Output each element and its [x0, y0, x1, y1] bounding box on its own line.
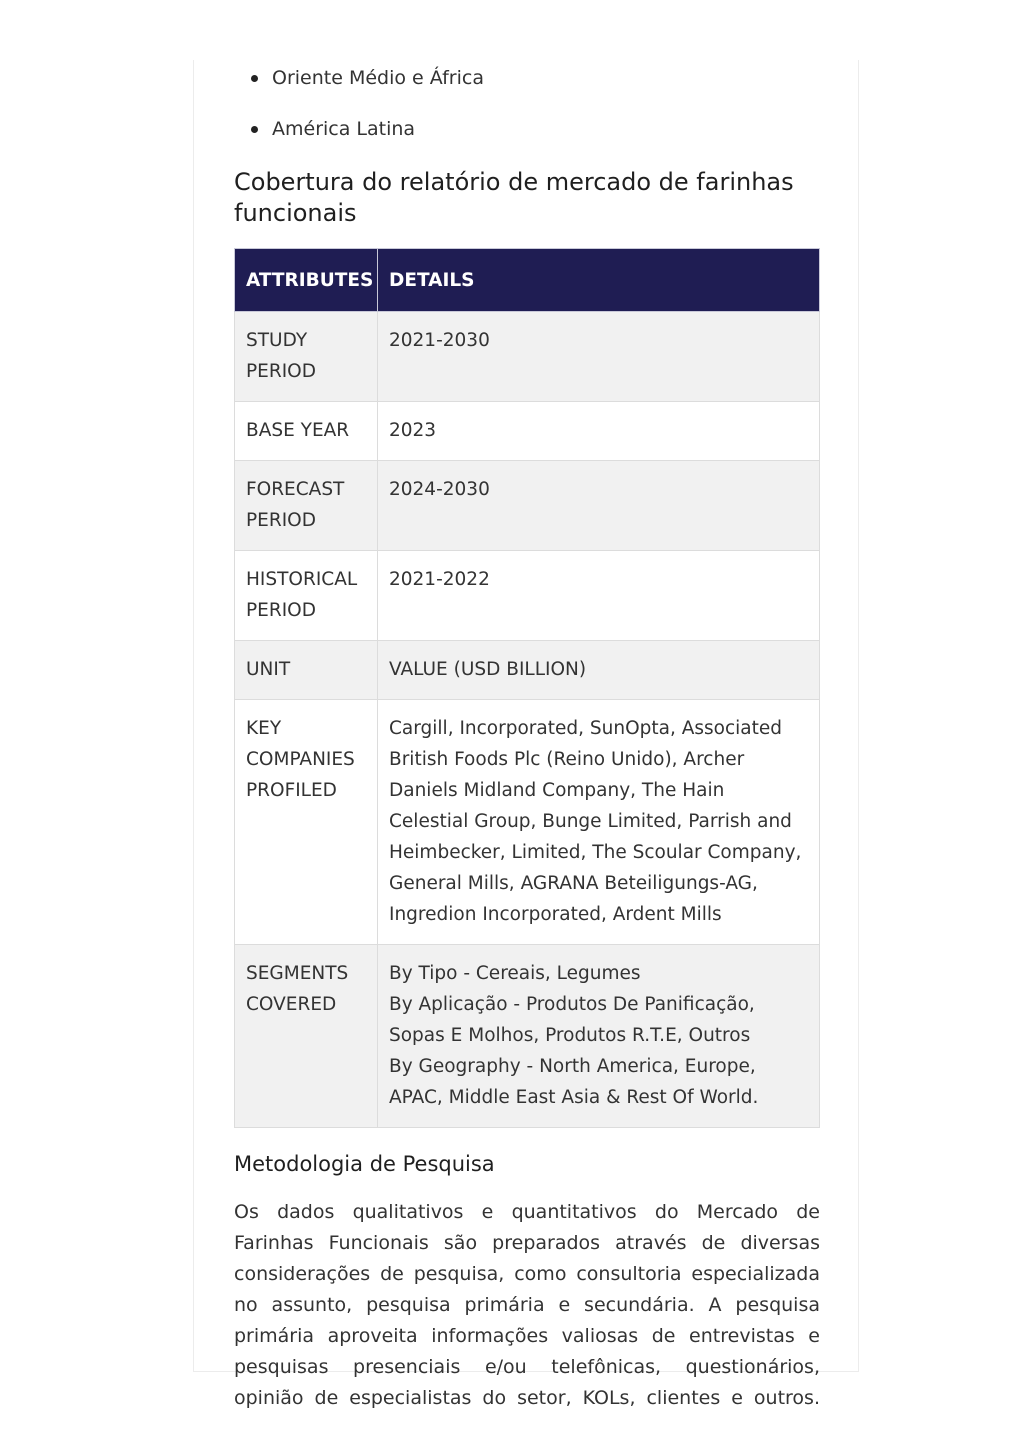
table-row [235, 700, 820, 945]
attribute-cell: SEGMENTS COVERED [235, 945, 378, 1128]
bullet-icon [251, 126, 258, 133]
section-title: Cobertura do relatório de mercado de farinhas funcionais [234, 168, 794, 227]
details-cell: VALUE (USD BILLION) [378, 641, 820, 700]
column-header-attributes: ATTRIBUTES [235, 249, 378, 312]
table-row [235, 641, 820, 700]
details-cell: 2021-2022 [378, 551, 820, 641]
table-row [235, 461, 820, 551]
attribute-cell: HISTORICAL PERIOD [235, 551, 378, 641]
details-cell: Cargill, Incorporated, SunOpta, Associated British Foods Plc (Reino Unido), Archer Daniels Midland Company, The Hain Celestial Group, Bunge Limited, Parrish and Heimbecker, Limited, The Scoular Company, General Mills, AGRANA Beteiligungs-AG, Ingredion Incorporated, Ardent Mills [378, 700, 820, 945]
segment-line: By Tipo - Cereais, Legumes [389, 963, 641, 984]
column-header-details: DETAILS [378, 249, 820, 312]
segment-line: By Aplicação - Produtos De Panificação, Sopas E Molhos, Produtos R.T.E, Outros [389, 994, 755, 1046]
region-list [234, 64, 820, 143]
attribute-cell: BASE YEAR [235, 402, 378, 461]
bullet-icon [251, 75, 258, 82]
document-content [234, 60, 820, 1414]
segment-line: By Geography - North America, Europe, APAC, Middle East Asia & Rest Of World. [389, 1056, 759, 1108]
report-coverage-table [234, 248, 820, 1128]
attribute-cell: KEY COMPANIES PROFILED [235, 700, 378, 945]
list-item [234, 115, 820, 143]
table-row [235, 551, 820, 641]
details-cell: 2021-2030 [378, 312, 820, 402]
document-page [193, 60, 859, 1409]
table-header-row [235, 249, 820, 312]
details-cell: 2024-2030 [378, 461, 820, 551]
attribute-cell: FORECAST PERIOD [235, 461, 378, 551]
table-row [235, 402, 820, 461]
table-row [235, 945, 820, 1128]
list-item [234, 64, 820, 92]
methodology-paragraph: Os dados qualitativos e quantitativos do Mercado de Farinhas Funcionais são preparados através de diversas considerações de pesquisa, como consultoria especializada no assunto, pesquisa primária e secundária. A pesquisa primária aproveita informações valiosas de entrevistas e pesquisas presenciais e/ou telefônicas, questionários, opinião de especialistas do setor, KOLs, clientes e outros. [234, 1201, 820, 1409]
methodology-title: Metodologia de Pesquisa [234, 1152, 495, 1176]
details-cell [378, 945, 820, 1128]
region-label: Oriente Médio e África [272, 67, 484, 89]
attribute-cell: STUDY PERIOD [235, 312, 378, 402]
table-row [235, 312, 820, 402]
attribute-cell: UNIT [235, 641, 378, 700]
region-label: América Latina [272, 118, 416, 140]
details-cell: 2023 [378, 402, 820, 461]
